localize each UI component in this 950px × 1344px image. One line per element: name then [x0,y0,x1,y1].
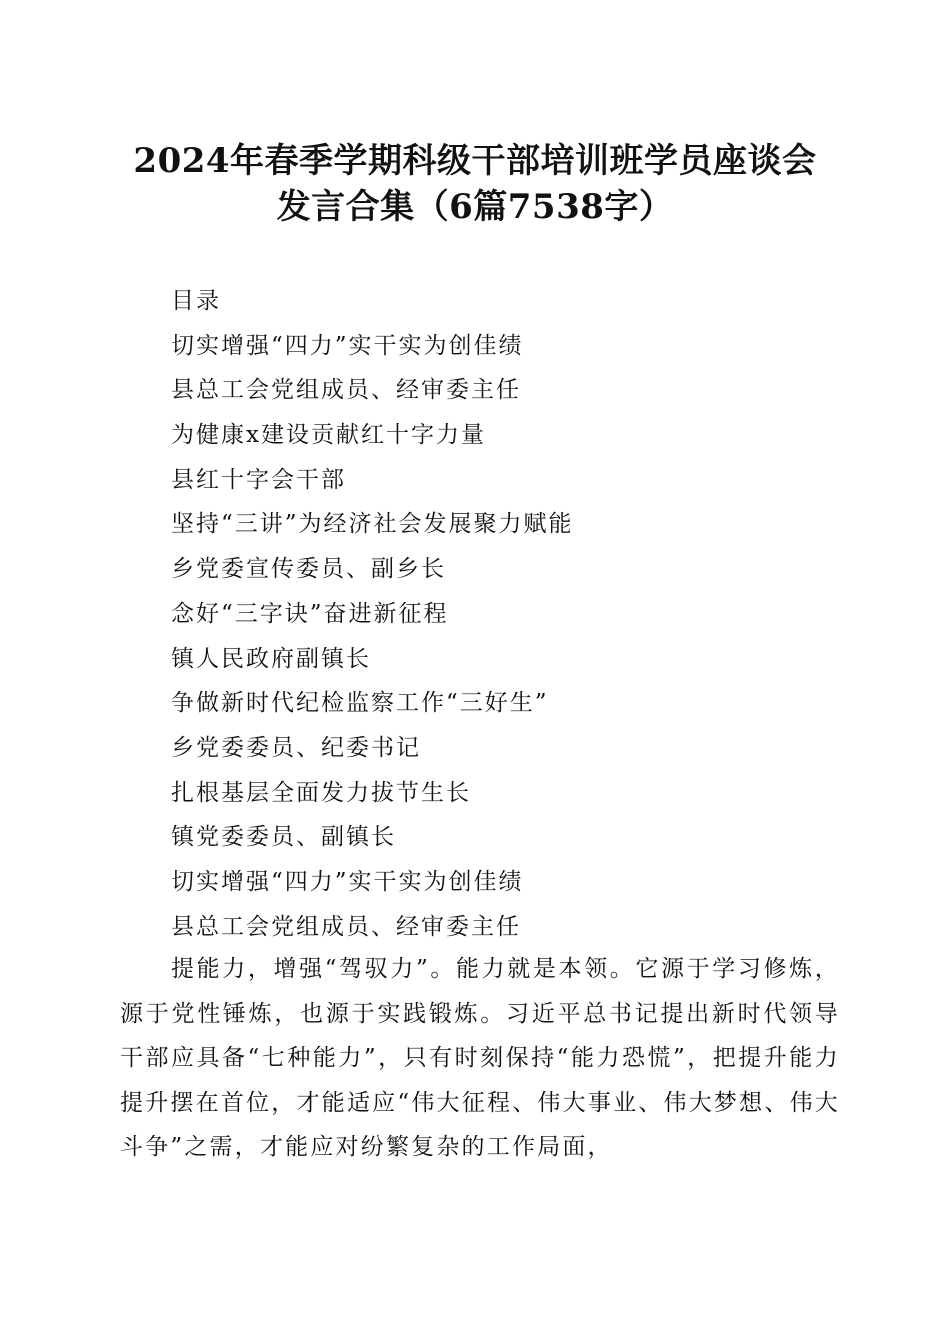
table-of-contents [171,279,574,949]
document-title-line-2: 发言合集（6篇7538字） [276,187,674,227]
body-paragraph: 提能力，增强“驾驭力”。能力就是本领。它源于学习修炼，源于党性锤炼，也源于实践锻炼。习近平总书记提出新时代领导干部应具备“七种能力”，只有时刻保持“能力恐慌”，把提升能力提升摆在首位，才能适应“伟大征程、伟大事业、伟大梦想、伟大斗争”之需，才能应对纷繁复杂的工作局面， [120,956,840,1161]
toc-item: 县总工会党组成员、经审委主任 [171,377,521,404]
toc-item: 县总工会党组成员、经审委主任 [171,913,521,940]
toc-item: 切实增强“四力”实干实为创佳绩 [171,332,524,359]
document-title-line-1: 2024年春季学期科级干部培训班学员座谈会 [133,141,817,181]
toc-item: 乡党委宣传委员、副乡长 [171,556,446,583]
toc-item: 念好“三字诀”奋进新征程 [171,600,449,627]
toc-item: 切实增强“四力”实干实为创佳绩 [171,868,524,895]
toc-item: 乡党委委员、纪委书记 [171,734,421,761]
toc-item: 县红十字会干部 [171,466,346,493]
toc-label: 目录 [171,288,221,314]
toc-item: 为健康x建设贡献红十字力量 [171,422,486,449]
toc-item: 扎根基层全面发力拔节生长 [171,779,471,806]
toc-item: 镇人民政府副镇长 [171,645,371,672]
toc-item: 争做新时代纪检监察工作“三好生” [171,690,549,717]
toc-item: 镇党委委员、副镇长 [171,824,396,851]
toc-item: 坚持“三讲”为经济社会发展聚力赋能 [171,511,574,538]
